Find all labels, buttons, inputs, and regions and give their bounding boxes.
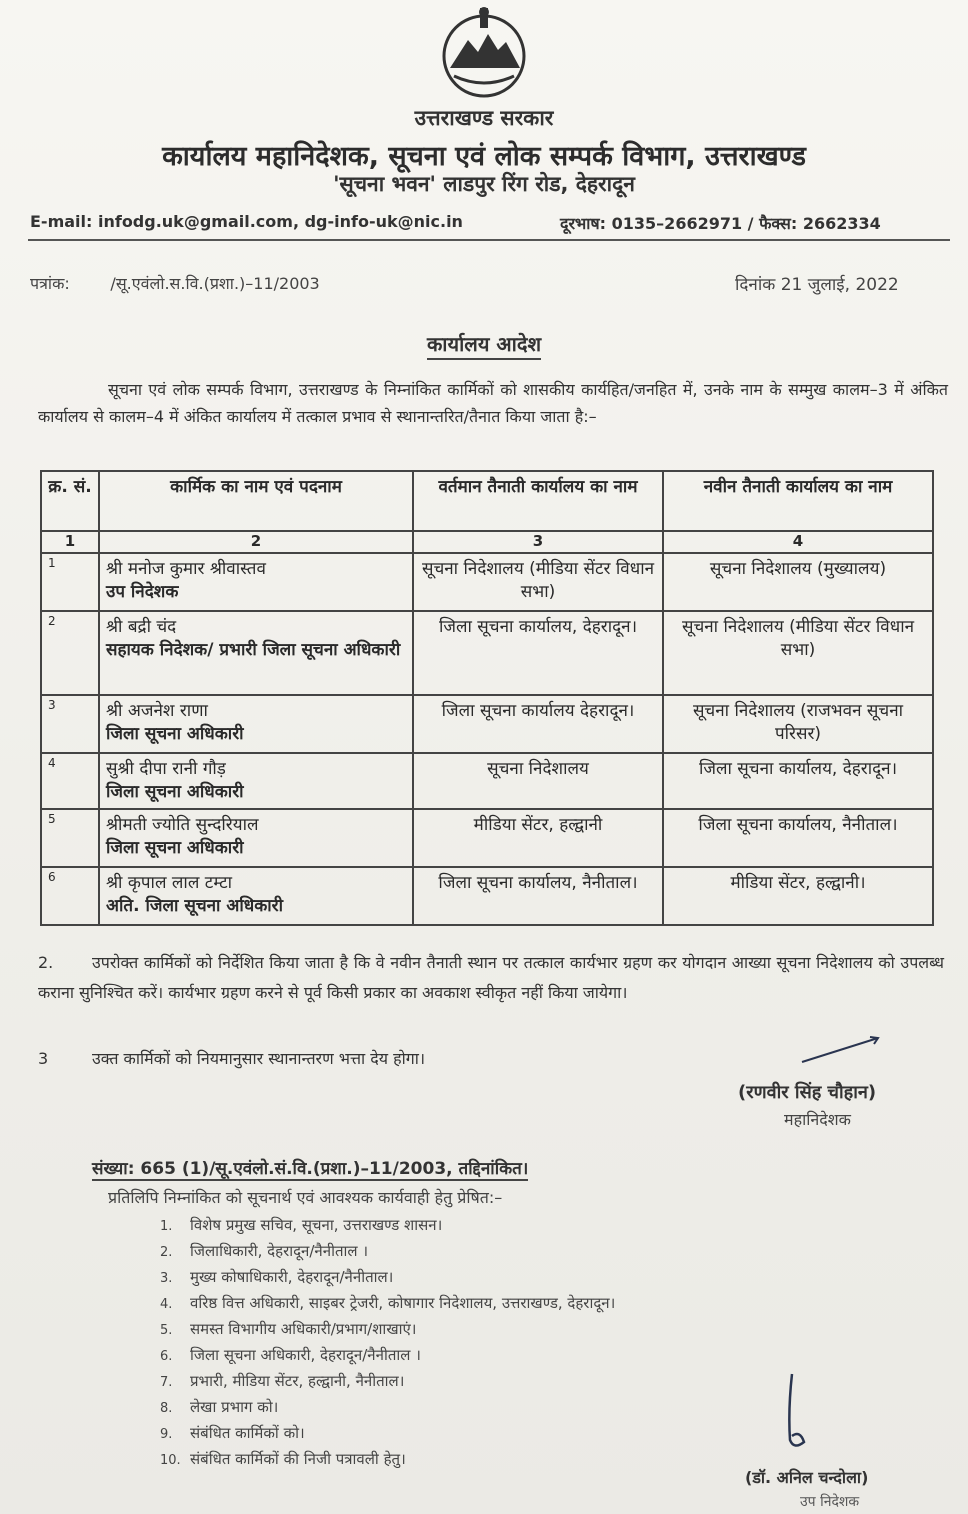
list-item-text: संबंधित कार्मिकों की निजी पत्रावली हेतु।	[190, 1450, 406, 1468]
header-divider	[28, 239, 950, 241]
person-name: श्री कृपाल लाल टम्टा	[106, 873, 233, 893]
list-item-number: 9.	[160, 1427, 173, 1442]
row-current-office: सूचना निदेशालय (मीडिया सेंटर विधान सभा)	[413, 553, 663, 611]
copy-recipient-list	[160, 1212, 615, 1472]
row-serial: 5	[41, 809, 99, 867]
list-item	[160, 1290, 615, 1316]
contact-phone-fax: दूरभाष: 0135–2662971 / फैक्स: 2662334	[560, 214, 881, 233]
row-person	[99, 809, 413, 867]
header-current-office: वर्तमान तैनाती कार्यालय का नाम	[413, 471, 663, 531]
table-header-row	[41, 471, 933, 531]
person-name: श्री मनोज कुमार श्रीवास्तव	[106, 559, 266, 579]
paragraph-number: 2.	[38, 953, 54, 972]
header-name: कार्मिक का नाम एवं पदनाम	[99, 471, 413, 531]
list-item	[160, 1394, 615, 1420]
list-item	[160, 1238, 615, 1264]
row-current-office: मीडिया सेंटर, हल्द्वानी	[413, 809, 663, 867]
table-row	[41, 553, 933, 611]
list-item	[160, 1264, 615, 1290]
list-item-text: प्रभारी, मीडिया सेंटर, हल्द्वानी, नैनीताल।	[190, 1372, 405, 1390]
row-serial: 1	[41, 553, 99, 611]
office-name: कार्यालय महानिदेशक, सूचना एवं लोक सम्पर्क विभाग, उत्तराखण्ड	[162, 141, 806, 172]
row-new-office: जिला सूचना कार्यालय, देहरादून।	[663, 753, 933, 809]
list-item	[160, 1368, 615, 1394]
subsignatory-name: (डॉ. अनिल चन्दोला)	[745, 1468, 869, 1487]
person-designation: जिला सूचना अधिकारी	[106, 724, 244, 744]
letter-date: दिनांक 21 जुलाई, 2022	[735, 275, 899, 295]
row-new-office: जिला सूचना कार्यालय, नैनीताल।	[663, 809, 933, 867]
person-name: श्री बद्री चंद	[106, 617, 177, 637]
row-person	[99, 695, 413, 753]
list-item-text: समस्त विभागीय अधिकारी/प्रभाग/शाखाएं।	[190, 1320, 417, 1338]
list-item-number: 8.	[160, 1401, 173, 1416]
paragraph-number: 3	[38, 1049, 49, 1068]
paragraph-text: उक्त कार्मिकों को नियमानुसार स्थानान्तरण भत्ता देय होगा।	[92, 1049, 426, 1068]
table-row	[41, 695, 933, 753]
row-person	[99, 753, 413, 809]
list-item-number: 7.	[160, 1375, 173, 1390]
government-name: उत्तराखण्ड सरकार	[414, 106, 554, 130]
list-item-text: वरिष्ठ वित्त अधिकारी, साइबर ट्रेजरी, कोषागार निदेशालय, उत्तराखण्ड, देहरादून।	[190, 1294, 616, 1312]
contact-email: E-mail: infodg.uk@gmail.com, dg-info-uk@nic.in	[30, 212, 463, 231]
column-number: 1	[41, 531, 99, 553]
order-intro: सूचना एवं लोक सम्पर्क विभाग, उत्तराखण्ड के निम्नांकित कार्मिकों को शासकीय कार्यहित/जनहित में, उनके नाम के सम्मुख कालम–3 में अंकित कार्यालय से कालम–4 में अंकित कार्यालय में तत्काल प्रभाव से स्थानान्तरित/तैनात किया जाता है:–	[38, 380, 948, 426]
list-item	[160, 1342, 615, 1368]
column-number: 4	[663, 531, 933, 553]
list-item	[160, 1316, 615, 1342]
transfer-table	[40, 470, 934, 926]
table-row	[41, 809, 933, 867]
person-designation: जिला सूचना अधिकारी	[106, 838, 244, 858]
header-serial: क्र. सं.	[41, 471, 99, 531]
person-designation: सहायक निदेशक/ प्रभारी जिला सूचना अधिकारी	[106, 640, 401, 660]
list-item-number: 2.	[160, 1245, 173, 1260]
signature-mark	[800, 1034, 880, 1064]
list-item-number: 4.	[160, 1297, 173, 1312]
person-designation: अति. जिला सूचना अधिकारी	[106, 896, 284, 916]
list-item-text: विशेष प्रमुख सचिव, सूचना, उत्तराखण्ड शासन।	[190, 1216, 443, 1234]
list-item-text: मुख्य कोषाधिकारी, देहरादून/नैनीताल।	[190, 1268, 394, 1286]
row-person	[99, 611, 413, 695]
row-serial: 2	[41, 611, 99, 695]
row-serial: 6	[41, 867, 99, 925]
row-current-office: सूचना निदेशालय	[413, 753, 663, 809]
table-row	[41, 867, 933, 925]
person-name: श्रीमती ज्योति सुन्दरियाल	[106, 815, 259, 835]
signatory-name: (रणवीर सिंह चौहान)	[738, 1082, 877, 1103]
list-item-number: 1.	[160, 1219, 173, 1234]
list-item-text: जिलाधिकारी, देहरादून/नैनीताल ।	[190, 1242, 369, 1260]
list-item	[160, 1420, 615, 1446]
letter-reference: पत्रांक: /सू.एवंलो.स.वि.(प्रशा.)–11/2003	[30, 274, 320, 293]
paragraph-text: उपरोक्त कार्मिकों को निर्देशित किया जाता है कि वे नवीन तैनाती स्थान पर तत्काल कार्यभार ग्रहण कर योगदान आख्या सूचना निदेशालय को उपलब्ध कराना सुनिश्चित करें। कार्यभार ग्रहण करने से पूर्व किसी प्रकार का अवकाश स्वीकृत नहीं किया जायेगा।	[38, 953, 944, 1002]
signatory-designation: महानिदेशक	[784, 1110, 851, 1129]
row-new-office: सूचना निदेशालय (राजभवन सूचना परिसर)	[663, 695, 933, 753]
list-item	[160, 1212, 615, 1238]
order-title	[0, 330, 968, 357]
row-current-office: जिला सूचना कार्यालय देहरादून।	[413, 695, 663, 753]
list-item	[160, 1446, 615, 1472]
row-person	[99, 553, 413, 611]
list-item-text: जिला सूचना अधिकारी, देहरादून/नैनीताल ।	[190, 1346, 421, 1364]
header-new-office: नवीन तैनाती कार्यालय का नाम	[663, 471, 933, 531]
copy-reference: संख्या: 665 (1)/सू.एवंलो.सं.वि.(प्रशा.)–11/2003, तद्दिनांकित।	[92, 1156, 528, 1181]
column-number-row	[41, 531, 933, 553]
list-item-number: 10.	[160, 1453, 181, 1468]
column-number: 2	[99, 531, 413, 553]
row-new-office: सूचना निदेशालय (मुख्यालय)	[663, 553, 933, 611]
row-new-office: मीडिया सेंटर, हल्द्वानी।	[663, 867, 933, 925]
table-row	[41, 611, 933, 695]
person-name: श्री अजनेश राणा	[106, 701, 208, 721]
list-item-number: 6.	[160, 1349, 173, 1364]
list-item-text: संबंधित कार्मिकों को।	[190, 1424, 305, 1442]
list-item-number: 5.	[160, 1323, 173, 1338]
handwritten-signature	[770, 1370, 830, 1460]
office-address: 'सूचना भवन' लाडपुर रिंग रोड, देहरादून	[333, 172, 635, 196]
copy-intro: प्रतिलिपि निम्नांकित को सूचनार्थ एवं आवश्यक कार्यवाही हेतु प्रेषित:–	[108, 1188, 503, 1207]
row-current-office: जिला सूचना कार्यालय, नैनीताल।	[413, 867, 663, 925]
subsignatory-designation: उप निदेशक	[800, 1494, 860, 1510]
row-serial: 4	[41, 753, 99, 809]
order-title-text: कार्यालय आदेश	[427, 332, 541, 360]
list-item-text: लेखा प्रभाग को।	[190, 1398, 279, 1416]
person-name: सुश्री दीपा रानी गौड़	[106, 759, 226, 779]
person-designation: उप निदेशक	[106, 582, 179, 602]
table-row	[41, 753, 933, 809]
row-current-office: जिला सूचना कार्यालय, देहरादून।	[413, 611, 663, 695]
row-new-office: सूचना निदेशालय (मीडिया सेंटर विधान सभा)	[663, 611, 933, 695]
row-person	[99, 867, 413, 925]
column-number: 3	[413, 531, 663, 553]
row-serial: 3	[41, 695, 99, 753]
uttarakhand-emblem-logo	[440, 6, 528, 98]
list-item-number: 3.	[160, 1271, 173, 1286]
paragraph-2	[38, 948, 944, 1008]
person-designation: जिला सूचना अधिकारी	[106, 782, 244, 802]
